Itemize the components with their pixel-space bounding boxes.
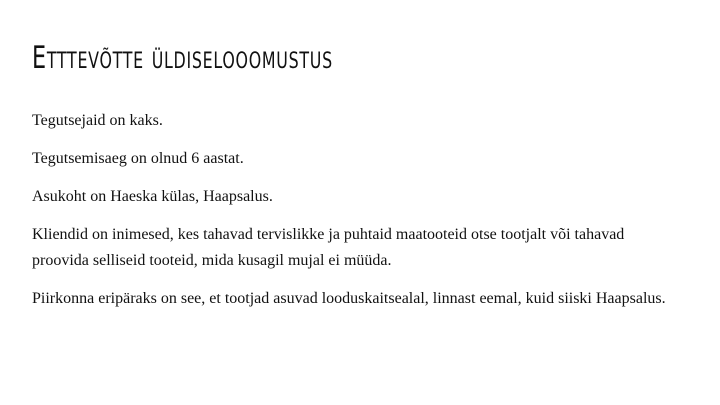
slide-title: Etttevõtte üldiselooomustus	[32, 40, 333, 76]
paragraph-clients: Kliendid on inimesed, kes tahavad tervislikke ja puhtaid maatooteid otse tootjalt või tahavad proovida selliseid tooteid, mida kusagil mujal ei müüda.	[32, 226, 625, 269]
slide-body	[32, 108, 682, 324]
paragraph-participants: Tegutsejaid on kaks.	[32, 112, 163, 129]
paragraph-region: Piirkonna eripäraks on see, et tootjad asuvad looduskaitsealal, linnast eemal, kuid siiski Haapsalus.	[32, 290, 666, 307]
paragraph-operating-time: Tegutsemisaeg on olnud 6 aastat.	[32, 150, 244, 167]
paragraph-location: Asukoht on Haeska külas, Haapsalus.	[32, 188, 273, 205]
